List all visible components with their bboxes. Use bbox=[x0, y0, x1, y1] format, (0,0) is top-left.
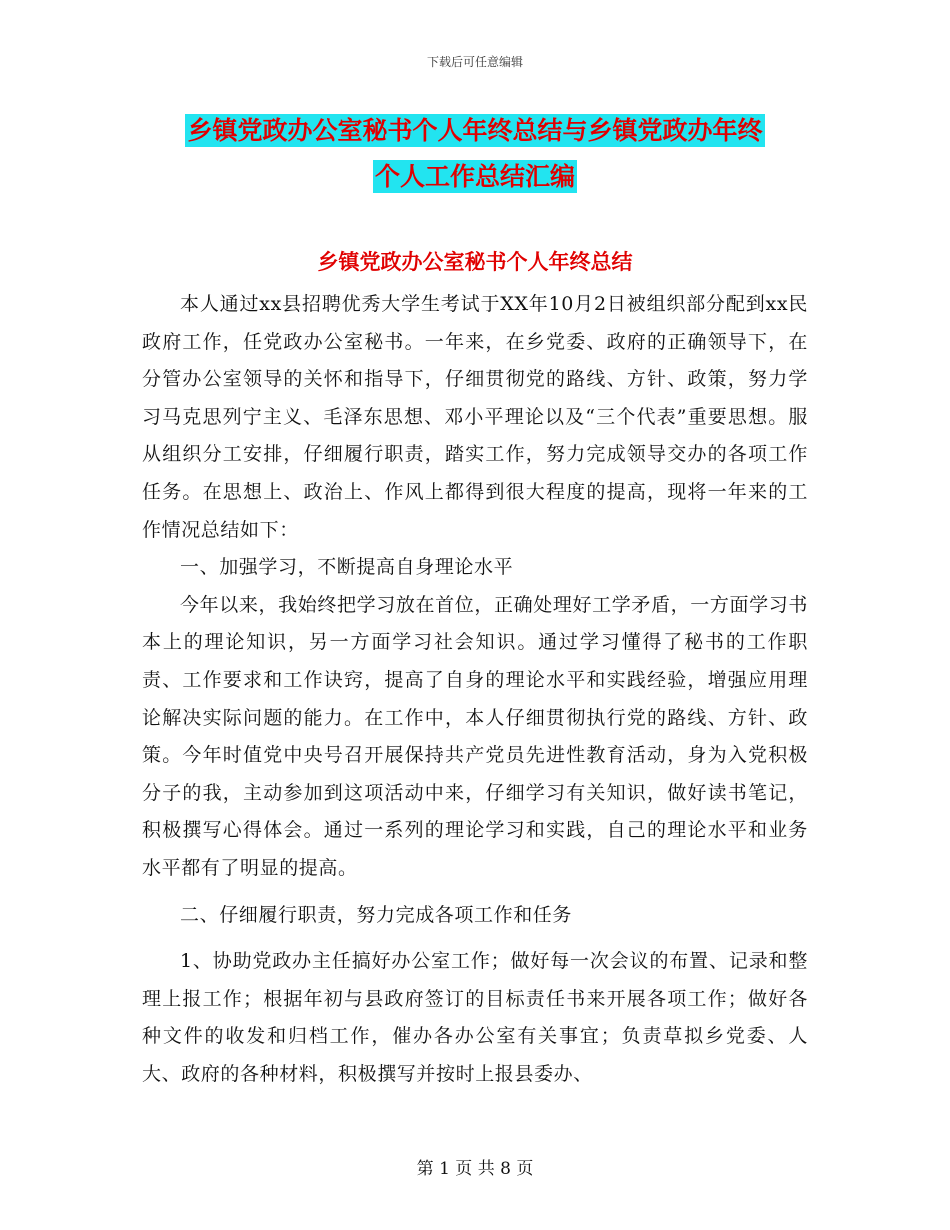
heading-section-1: 一、加强学习，不断提高自身理论水平 bbox=[180, 556, 514, 579]
paragraph-study: 今年以来，我始终把学习放在首位，正确处理好工学矛盾，一方面学习书本上的理论知识，另一方面学习社会知识。通过学习懂得了秘书的工作职责、工作要求和工作诀窍，提高了自身的理论水平和实践经验，增强应用理论解决实际问题的能力。在工作中，本人仔细贯彻执行党的路线、方针、政策。今年时值党中央号召开展保持共产党员先进性教育活动，身为入党积极分子的我，主动参加到这项活动中来，仔细学习有关知识，做好读书笔记，积极撰写心得体会。通过一系列的理论学习和实践，自己的理论水平和业务水平都有了明显的提高。 bbox=[142, 593, 808, 879]
paragraph-intro: 本人通过xx县招聘优秀大学生考试于XX年10月2日被组织部分配到xx民政府工作，任党政办公室秘书。一年来，在乡党委、政府的正确领导下，在分管办公室领导的关怀和指导下，仔细贯彻党的路线、方针、政策，努力学习马克思列宁主义、毛泽东思想、邓小平理论以及“三个代表”重要思想。服从组织分工安排，仔细履行职责，踏实工作，努力完成领导交办的各项工作任务。在思想上、政治上、作风上都得到很大程度的提高，现将一年来的工作情况总结如下： bbox=[142, 293, 808, 541]
page-number-footer: 第 1 页 共 8 页 bbox=[416, 1159, 534, 1179]
section-title: 乡镇党政办公室秘书个人年终总结 bbox=[317, 249, 633, 274]
document-title-line-1: 乡镇党政办公室秘书个人年终总结与乡镇党政办年终 bbox=[187, 116, 763, 145]
document-title-line-2: 个人工作总结汇编 bbox=[374, 162, 575, 191]
document-body bbox=[142, 286, 808, 1093]
page-header-note: 下载后可任意编辑 bbox=[426, 55, 523, 69]
document-title bbox=[140, 108, 810, 200]
heading-section-2: 二、仔细履行职责，努力完成各项工作和任务 bbox=[180, 903, 573, 926]
paragraph-duties-1: 1、协助党政办主任搞好办公室工作；做好每一次会议的布置、记录和整理上报工作；根据年初与县政府签订的目标责任书来开展各项工作；做好各种文件的收发和归档工作，催办各办公室有关事宜；负责草拟乡党委、人大、政府的各种材料，积极撰写并按时上报县委办、 bbox=[142, 950, 808, 1085]
